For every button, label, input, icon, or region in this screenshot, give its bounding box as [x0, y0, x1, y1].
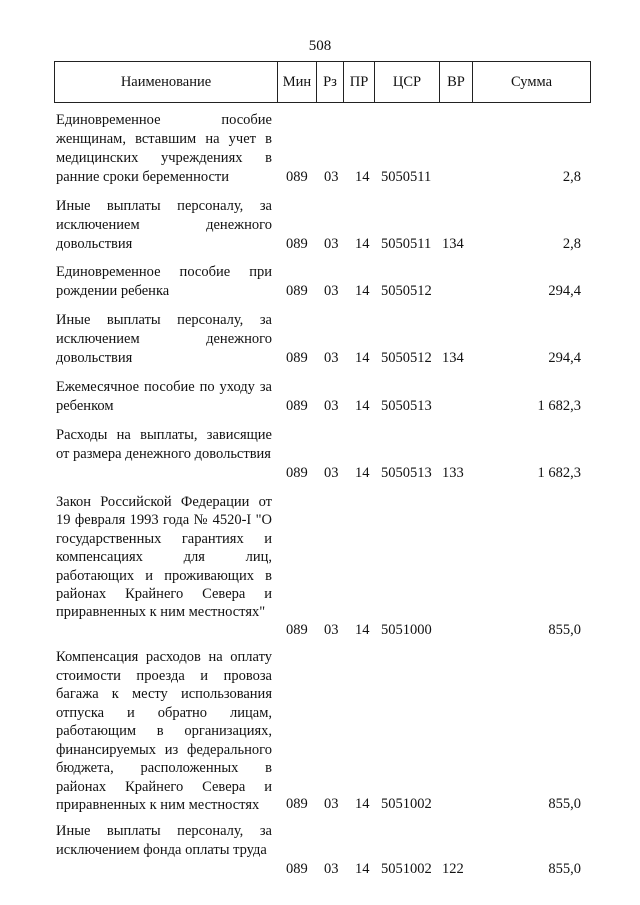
row-sum: 294,4 — [548, 283, 581, 299]
row-min: 089 — [286, 622, 308, 638]
row-csr: 5050512 — [381, 350, 432, 366]
row-csr: 5050511 — [381, 236, 432, 252]
row-name: Единовременное пособие женщинам, вставшим на учет в медицинских учреждениях в ранние сроки беременности — [56, 112, 272, 185]
row-min: 089 — [286, 465, 308, 481]
row-pr: 14 — [355, 283, 370, 299]
header-csr: ЦСР — [375, 62, 440, 103]
row-pr: 14 — [355, 236, 370, 252]
row-sum: 1 682,3 — [537, 398, 581, 414]
row-csr: 5050513 — [381, 465, 432, 481]
row-vr: 133 — [442, 465, 464, 481]
row-rz: 03 — [324, 796, 339, 812]
row-sum: 1 682,3 — [537, 465, 581, 481]
row-name: Закон Российской Федерации от 19 февраля 1993 года № 4520-I "О государственных гарантиях и компенсациях для лиц, работающих и проживающих в районах Крайнего Севера и приравненных к ним местностях" — [56, 494, 272, 621]
row-csr: 5050512 — [381, 283, 432, 299]
row-sum: 855,0 — [548, 622, 581, 638]
table-row — [0, 378, 640, 418]
row-pr: 14 — [355, 622, 370, 638]
row-min: 089 — [286, 861, 308, 877]
row-rz: 03 — [324, 236, 339, 252]
table-row — [0, 493, 640, 640]
row-pr: 14 — [355, 796, 370, 812]
row-rz: 03 — [324, 350, 339, 366]
row-rz: 03 — [324, 861, 339, 877]
row-csr: 5051000 — [381, 622, 432, 638]
row-sum: 2,8 — [562, 169, 581, 185]
header-pr: ПР — [344, 62, 375, 103]
row-rz: 03 — [324, 169, 339, 185]
row-sum: 294,4 — [548, 350, 581, 366]
row-min: 089 — [286, 169, 308, 185]
table-row — [0, 426, 640, 485]
table-row — [0, 648, 640, 814]
row-csr: 5051002 — [381, 861, 432, 877]
table-row — [0, 822, 640, 881]
row-name: Ежемесячное пособие по уходу за ребенком — [56, 379, 272, 414]
row-sum: 855,0 — [548, 796, 581, 812]
row-csr: 5050511 — [381, 169, 432, 185]
row-pr: 14 — [355, 169, 370, 185]
header-vr: ВР — [440, 62, 473, 103]
table-row — [0, 311, 640, 370]
row-min: 089 — [286, 350, 308, 366]
row-vr: 134 — [442, 236, 464, 252]
row-rz: 03 — [324, 283, 339, 299]
row-csr: 5051002 — [381, 796, 432, 812]
table-body — [0, 104, 640, 877]
row-csr: 5050513 — [381, 398, 432, 414]
header-rz: Рз — [317, 62, 344, 103]
row-pr: 14 — [355, 465, 370, 481]
header-min: Мин — [278, 62, 317, 103]
table-header — [54, 61, 591, 103]
row-name: Иные выплаты персоналу, за исключением денежного довольствия — [56, 198, 272, 252]
row-min: 089 — [286, 796, 308, 812]
row-name: Компенсация расходов на оплату стоимости проезда и провоза багажа к месту использования отпуска и обратно лицам, работающим в организациях, финансируемых из федерального бюджета, расположенных в районах Крайнего Севера и приравненных к ним местностях — [56, 649, 272, 813]
page-number: 508 — [308, 38, 332, 54]
row-min: 089 — [286, 398, 308, 414]
table-row — [0, 263, 640, 303]
row-rz: 03 — [324, 622, 339, 638]
row-name: Иные выплаты персоналу, за исключением фонда оплаты труда — [56, 823, 272, 858]
row-name: Иные выплаты персоналу, за исключением денежного довольствия — [56, 312, 272, 366]
header-name: Наименование — [55, 62, 278, 103]
table-row — [0, 111, 640, 189]
row-pr: 14 — [355, 350, 370, 366]
row-vr: 122 — [442, 861, 464, 877]
table-row — [0, 197, 640, 256]
row-sum: 2,8 — [562, 236, 581, 252]
row-min: 089 — [286, 236, 308, 252]
row-rz: 03 — [324, 398, 339, 414]
row-pr: 14 — [355, 398, 370, 414]
row-sum: 855,0 — [548, 861, 581, 877]
row-vr: 134 — [442, 350, 464, 366]
header-sum: Сумма — [473, 62, 591, 103]
row-name: Единовременное пособие при рождении ребенка — [56, 264, 272, 299]
row-rz: 03 — [324, 465, 339, 481]
row-pr: 14 — [355, 861, 370, 877]
row-min: 089 — [286, 283, 308, 299]
row-name: Расходы на выплаты, зависящие от размера денежного довольствия — [56, 427, 272, 462]
